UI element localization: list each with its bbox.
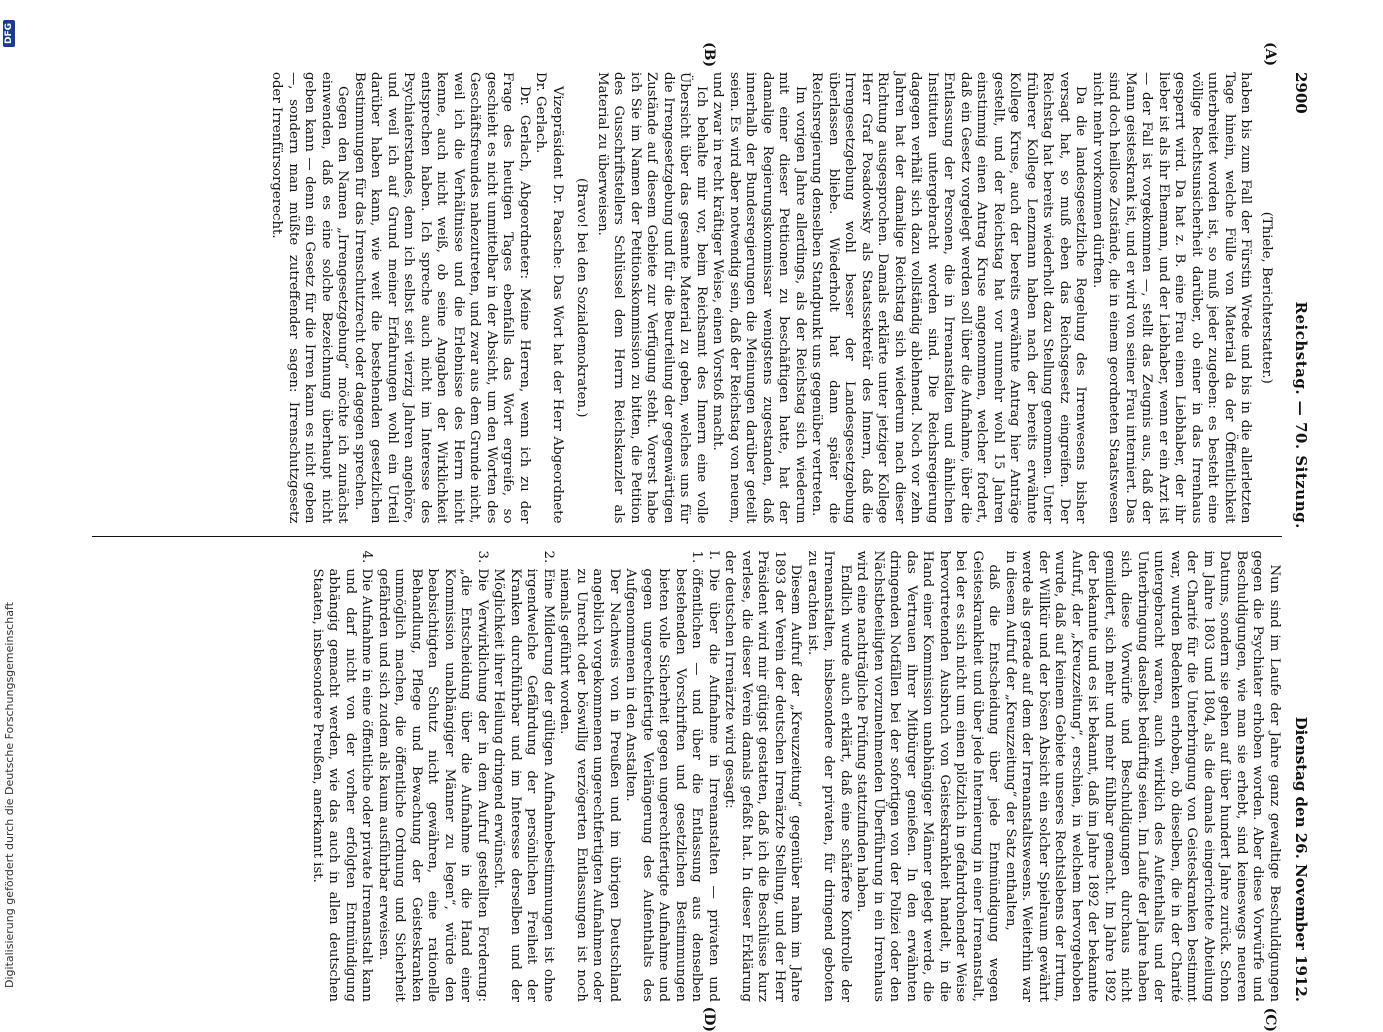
quoted-passage: daß die Entscheidung über jede Entmündigung wegen Geisteskrankheit und über jede Internierung in einer Irrenanstalt, bei der es sich nicht um einen plötzlich in gefahrdrohender Weise hervortretenden Ausbruch von Geisteskrankheit handelt, in die Hand einer Kommission unabhängiger Männer gelegt werde, die das Vertrauen ihrer Mitbürger genießen. In den erwähnten dringenden Notfällen bei der sofortigen von der Polizei oder den Nächstbeteiligten vorzunehmenden Überführung in ein Irrenhaus wird eine nachträgliche Prüfung stattzufinden haben. <box>854 550 1002 1002</box>
speaker-attribution: (Thiele, Berichterstatter.) <box>1259 211 1274 384</box>
list-number <box>556 551 622 569</box>
list-number: 4. <box>359 550 375 564</box>
list-item <box>375 551 491 1003</box>
applause-note: (Bravo! bei den Sozialdemokraten.) <box>574 178 590 418</box>
left-column <box>92 42 1282 534</box>
margin-letter-c: (C) <box>1262 1007 1278 1032</box>
list-item <box>309 551 375 1003</box>
list-item <box>622 551 721 1003</box>
margin-letter-d: (D) <box>701 1006 717 1032</box>
list-text: Die über die Aufnahme in Irrenanstalten — privaten und öffentlichen — und über die Entlassung aus denselben bestehenden Vorschriften und gesetzlichen Bestimmungen bieten volle Sicherheit gegen ungerechtfertigte Aufnahme und gegen ungerechtfertigte Verlängerung des Aufenthalts des Aufgenommenen in den Anstalten. <box>623 568 721 1002</box>
paragraph: Endlich wurde auch erklärt, daß eine schärfere Kontrolle der Irrenanstalten, insbesondere der privaten, für dringend geboten zu erachten ist. <box>805 550 853 1002</box>
paragraph: Nun sind im Laufe der Jahre ganz gewaltige Beschuldigungen gegen die Psychiater erhoben worden. Aber diese Vorwürfe und Beschuldigungen, wie man sie erhebt, sind keineswegs neueren Datums, sondern sie gehen auf über hundert Jahre zurück. Schon im Jahre 1803 und 1804, als die damals eingerichtete Abteilung der Charité für die Unterbringung von Geisteskranken bestimmt war, wurden Bedenken erhoben, ob dieselben, die in der Charité untergebracht waren, auch wirklich des Aufenthalts und der Unterbringung daselbst bedürftig seien. Im Laufe der Jahre haben sich diese Vorwürfe und Beschuldigungen durchaus nicht gemildert, sich mehr und mehr fühlbar gemacht. Im Jahre 1892 der bekannte und es ist bekannt, daß im Jahre 1892 der bekannte Aufruf, der „Kreuzzeitung“, erschien, in welchem hervorgehoben wurde, daß auf keinem Gebiete unseres Rechtslebens der Irrtum, der Willkür und der bösen Absicht ein solcher Spielraum gewährt werde als gerade auf dem der Irrenanstaltswesens. Weiterhin war in diesem Aufruf der „Kreuzzeitung“ der Satz enthalten, <box>1003 550 1282 1002</box>
paragraph: Dr. Gerlach, Abgeordneter: Meine Herren, wenn ich zu der Frage des heutigen Tages ebenfalls das Wort ergreife, so geschieht es nicht unmittelbar in der Absicht, um den Worten des Geschäftsfreundes nahezutreten, und zwar aus dem Grunde nicht, weil ich die Verhältnisse und die Erlebnisse des Herrn nicht kenne, auch nicht weiß, ob seine Angaben der Wirklichkeit entsprechen haben. Ich spreche auch nicht im Interesse des Psychiaterstandes, denn ich selbst seit vierzig Jahren angehöre, und weil ich auf Grund meiner Erfahrungen wohl ein Urteil darüber haben kann, wie weit die bestehenden gesetzlichen Bestimmungen für das Irrenschutzrecht oder dagegen sprechen. <box>352 72 532 524</box>
running-title: Reichstag. — 70. Sitzung. <box>1292 301 1310 529</box>
list-item <box>490 551 556 1003</box>
presiding-officer-remark: Vizepräsident Dr. Paasche: Das Wort hat der Herr Abgeordnete Dr. Gerlach. <box>533 72 565 524</box>
list-text: Die Verwirklichung der in dem Aufruf gestellten Forderung: „die Entscheidung über die Aufnahme in die Hand einer Kommission unabhängiger Männer zu legen“, würde den beabsichtigten Schutz nicht gewähren, eine rationelle Behandlung, Pflege und Bewachung der Geisteskranken unmöglich machen, die öffentliche Ordnung und Sicherheit gefährden und sich zudem als kaum ausführbar erweisen. <box>376 568 490 1002</box>
paragraph: Diesem Aufruf der „Kreuzzeitung“ gegenüber nahm im Jahre 1893 der Verein der deutschen Irrenärzte Stellung, und der Herr Präsident wird mir gütigst gestatten, daß ich die Beschlüsse kurz verlese, die dieser Verein damals gefaßt hat. In dieser Erklärung der deutschen Irrenärzte wird gesagt: <box>722 550 804 1002</box>
rotated-document-page <box>80 42 1310 1032</box>
list-item <box>556 551 622 1003</box>
list-text: Die Aufnahme in eine öffentliche oder private Irrenanstalt kann und darf nicht von der vorher erfolgten Entmündigung abhängig gemacht werden, wie das auch in allen deutschen Staaten, insbesondere Preußen, anerkannt ist. <box>310 568 375 1002</box>
credit-text: Digitalisierung gefördert durch die Deutsche Forschungsgemeinschaft <box>2 602 16 988</box>
paragraph: Da die landesgesetzliche Regelung des Irrenwesens bisher versagt hat, so muß eben das Reichsgesetz eingreifen. Der Reichstag hat bereits wiederholt dazu Stellung genommen. Unter früherer Kollege Lenzmann haben nach der bereits erwähnte Kollege Kruse, auch der bereits erwähnte Antrag hier Anträge gestellt, und der Reichstag hat vor nunmehr wohl 15 Jahren einstimmig einen Antrag Kruse angenommen, welcher fordert, daß ein Gesetz vorgelegt werden soll über die Aufnahme, über die Entlassung der Personen, die in Irrenanstalten und ähnlichen Instituten untergebracht worden sind. Die Reichsregierung dagegen verhält sich dazu vollständig ablehnend. Noch vor zehn Jahren hat der damalige Reichstag sich wiederum nach dieser Richtung ausgesprochen. Damals erklärte unter jetziger Kollege Herr Graf Posadowsky als Staatssekretär des Innern, daß die Irrengesetzgebung wohl besser der Landesgesetzgebung überlassen bliebe. Wiederholt hat dann später die Reichsregierung denselben Standpunkt uns gegenüber vertreten. <box>809 72 1089 524</box>
list-text: Eine Milderung der gültigen Aufnahmebestimmungen ist ohne irgendwelche Gefährdung der persönlichen Freiheit der Kranken durchführbar und im Interesse derselben und der Möglichkeit ihrer Heilung dringend erwünscht. <box>491 568 556 1002</box>
list-number: I. 1. <box>689 550 721 564</box>
list-number: 2. <box>541 550 556 564</box>
list-text: Der Nachweis von in Preußen und im übrigen Deutschland angeblich vorgekommenen ungerechtfertigten Aufnahmen oder zu Unrecht oder böswillig verzögerten Entlassungen ist noch niemals geführt worden. <box>557 568 622 1002</box>
paragraph: Ich behalte mir vor, beim Reichsamt des Innern eine volle Übersicht über das gesamte Material zu geben, welches uns für die Irrengesetzgebung und für die Beurteilung der gegenwärtigen Zustände auf diesem Gebiete zur Verfügung steht. Vorerst habe ich Sie im Namen der Petitionskommission zu bitten, die Petition des Gusschriftstellers Schlüssel dem Herrn Reichskanzler als Material zu überweisen. <box>595 72 709 524</box>
right-column <box>92 539 1282 1032</box>
two-column-body <box>92 42 1282 1032</box>
page-number: 2900 <box>1292 72 1310 114</box>
running-head <box>1288 72 1310 1002</box>
paragraph: haben bis zum Fall der Fürstin Wrede und bis in die allerletzten Tage hinein, welche Fülle von Material da der Öffentlichkeit unterbreitet worden ist, so muß jeder zugeben: es besteht eine völlige Rechtsunsicherheit darüber, ob einer in das Irrenhaus gesperrt wird. Da hat z. B. eine Frau einen Liebhaber, der ihr lieber ist als ihr Ehemann, und der Liebhaber, wenn er ein Arzt ist — der Fall ist vorgekommen —, stellt das Zeugnis aus, daß der Mann geisteskrank ist, und er wird von seiner Frau interniert. Das sind doch heillose Zustände, die in einem geordneten Staatswesen nicht mehr vorkommen dürften. <box>1090 72 1254 524</box>
digitization-credit <box>0 10 18 1000</box>
list-number: 3. <box>475 550 490 564</box>
dfg-logo: DFG <box>3 20 15 47</box>
column-divider <box>92 536 1282 537</box>
session-date: Dienstag den 26. November 1912. <box>1292 716 1310 1002</box>
paragraph: Im vorigen Jahre allerdings, als der Reichstag sich wiederum mit einer dieser Petitionen zu beschäftigen hatte, hat der damalige Regierungskommissar wenigstens zugestanden, daß innerhalb der Bundesregierungen die Meinungen darüber geteilt seien. Es wird aber notwendig sein, daß der Reichstag von neuem, und zwar in recht kräftiger Weise, einen Vorstoß macht. <box>710 72 808 524</box>
paragraph: Gegen den Namen „Irrengesetzgebung“ möchte ich zunächst einwenden, daß es eine solche Bezeichnung überhaupt nicht geben kann — denn ein Gesetz für die Irren kann es nicht geben —, sondern man müßte zutreffender sagen: Irrenschutzgesetz oder Irrenfürsorgerecht. <box>269 72 351 524</box>
margin-letter-a: (A) <box>1262 42 1278 67</box>
margin-letter-b: (B) <box>701 42 717 68</box>
